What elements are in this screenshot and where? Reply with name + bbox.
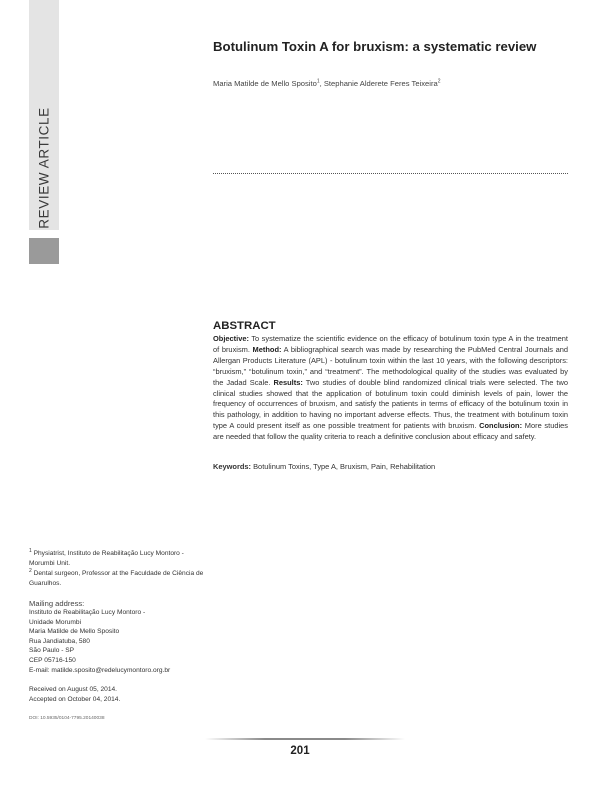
address-line: Instituto de Reabilitação Lucy Montoro - — [29, 609, 146, 616]
footer-rule — [205, 738, 405, 740]
author-list — [213, 79, 573, 88]
received-date: Received on August 05, 2014. — [29, 686, 117, 693]
keywords-text: Botulinum Toxins, Type A, Bruxism, Pain, Rehabilitation — [251, 462, 436, 471]
method-text: A bibliographical search was made by researching the PubMed Central Journals and Allergan Products Literature (APL) - botulinum toxin within the last 10 years, with the following descriptors: “bruxism,” “botulinum toxin,” and “treatment”. The methodological quality of the studies was evaluated by the Jadad Scale. — [213, 344, 568, 387]
affiliation-marker: 2 — [437, 78, 441, 85]
conclusion-text: More studies are needed that follow the quality criteria to reach a definitive conclusion about efficacy and safety. — [213, 421, 568, 442]
accepted-date: Accepted on October 04, 2014. — [29, 696, 121, 703]
results-label: Results: — [273, 377, 303, 387]
address-line: Unidade Morumbi — [29, 618, 82, 626]
abstract-heading: ABSTRACT — [213, 320, 276, 332]
section-label: REVIEW ARTICLE — [36, 107, 52, 229]
affiliation-text: Dental surgeon, Professor at the Faculdade de Ciência de Guarulhos. — [29, 570, 204, 587]
address-line: Rua Jandiatuba, 580 — [29, 637, 90, 645]
address-line: Maria Matilde de Mello Sposito — [29, 628, 120, 636]
submission-dates — [29, 685, 120, 705]
keywords-label: Keywords: — [213, 462, 252, 471]
address-line: São Paulo - SP — [29, 647, 75, 655]
page-number: 201 — [290, 745, 310, 757]
address-line: CEP 05716-150 — [29, 656, 76, 664]
affiliation-text: Physiatrist, Instituto de Reabilitação Lucy Montoro - Morumbi Unit. — [29, 550, 184, 567]
affiliation-note — [29, 569, 209, 588]
objective-label: Objective: — [213, 334, 249, 343]
mailing-address — [29, 608, 170, 675]
affiliation-note — [29, 549, 209, 568]
author-name: Maria Matilde de Mello Sposito — [213, 79, 317, 88]
author-name: Stephanie Alderete Feres Teixeira — [323, 79, 438, 88]
article-title: Botulinum Toxin A for bruxism: a systematic review — [213, 39, 537, 54]
section-marker-block — [29, 238, 59, 264]
method-label: Method: — [252, 344, 282, 354]
affiliation-marker: 2 — [29, 567, 32, 574]
results-text: Two studies of double blind randomized clinical trials were selected. The two clinical studies showed that the application of botulinum toxin could diminish levels of pain, lower the frequency of occurrences of bruxism, and satisfy the patients in terms of efficacy of the botulinum toxin in this pathology, in addition to having no important adverse effects. Thus, the treatment with botulinum toxin type A could present itself as one possible treatment for patients with bruxism. — [213, 377, 568, 431]
author-separator: , — [319, 79, 324, 88]
conclusion-label: Conclusion: — [479, 421, 523, 431]
objective-text: To systematize the scientific evidence on the efficacy of botulinum toxin type A in the treatment of bruxism. — [213, 334, 568, 354]
keywords — [213, 462, 568, 471]
abstract-body — [213, 334, 568, 443]
dotted-divider — [213, 173, 568, 174]
doi: DOI: 10.5935/0104-7795.20140038 — [29, 716, 105, 721]
mailing-address-heading: Mailing address: — [29, 599, 85, 608]
affiliation-marker: 1 — [29, 547, 32, 554]
email-line: E-mail: matilde.sposito@redelucymontoro.org.br — [29, 666, 171, 674]
affiliation-marker: 1 — [316, 78, 320, 85]
